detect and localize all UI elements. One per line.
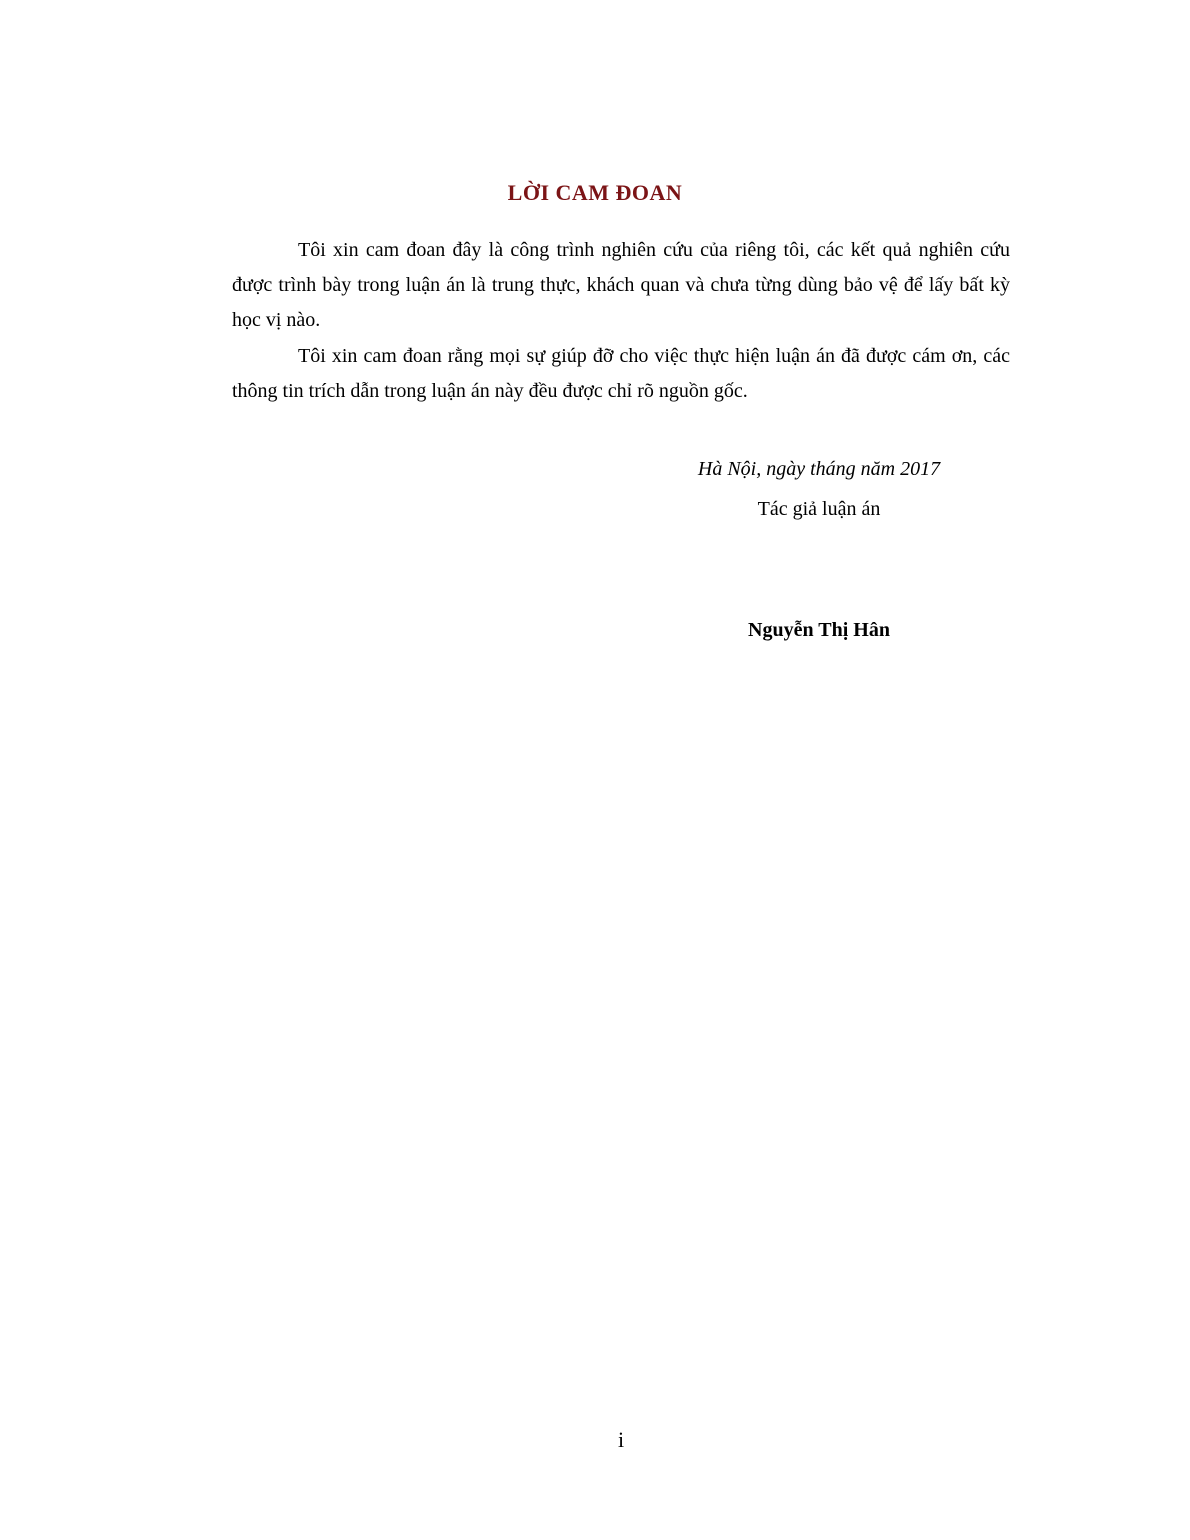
declaration-paragraph-2: Tôi xin cam đoan rằng mọi sự giúp đỡ cho việc thực hiện luận án đã được cám ơn, các thông tin trích dẫn trong luận án này đều được chỉ rõ nguồn gốc. [232, 345, 1010, 402]
declaration-paragraph-1: Tôi xin cam đoan đây là công trình nghiên cứu của riêng tôi, các kết quả nghiên cứu được trình bày trong luận án là trung thực, khách quan và chưa từng dùng bảo vệ để lấy bất kỳ học vị nào. [232, 239, 1010, 331]
page-title: LỜI CAM ĐOAN [507, 180, 683, 205]
author-role: Tác giả luận án [757, 498, 881, 520]
page-number: i [617, 1427, 625, 1452]
author-name: Nguyễn Thị Hân [748, 619, 890, 641]
place-date: Hà Nội, ngày tháng năm 2017 [697, 458, 941, 480]
